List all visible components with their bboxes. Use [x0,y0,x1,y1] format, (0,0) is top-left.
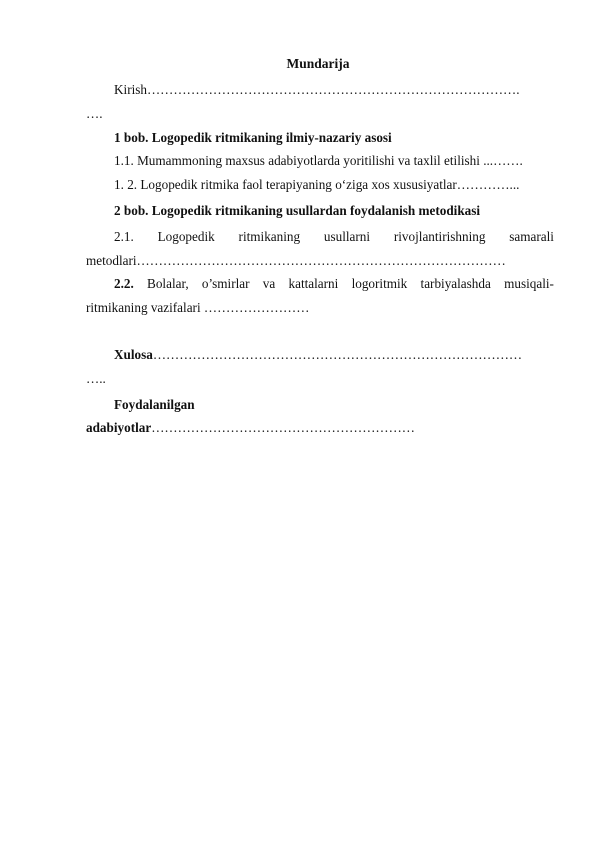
toc-entry-kirish-continued: …. [86,106,103,121]
toc-entry-references: Foydalanilgan [114,397,195,412]
toc-word: samarali [509,229,554,244]
toc-dot-leader: …………………………………………………… [151,420,415,435]
toc-entry-label: Xulosa [114,347,153,362]
toc-entry-label: adabiyotlar [86,420,152,435]
toc-word: o’smirlar [201,276,250,291]
toc-dot-leader: ………………………………………………………………………… [152,347,523,362]
toc-chapter-1: 1 bob. Logopedik ritmikaning ilmiy-nazariy asosi [114,130,392,145]
toc-word: logoritmik [351,276,408,291]
toc-word: Logopedik [157,229,215,244]
toc-entry-xulosa-continued: ….. [86,371,106,386]
toc-entry-kirish [86,78,582,101]
toc-title: Mundarija [286,56,350,71]
toc-word: musiqali- [504,276,554,291]
toc-section-2-1-continued: metodlari………………………………………………………………………… [86,253,506,268]
toc-section-2-2 [86,272,554,295]
toc-word: usullarni [323,229,371,244]
toc-section-2-1 [86,225,554,248]
toc-section-1-2: 1. 2. Logopedik ritmika faol terapiyaning o‘ziga xos xususiyatlar…………... [114,177,520,192]
toc-entry-references-continued [86,416,554,439]
toc-entry-xulosa [86,343,582,366]
toc-dot-leader: …………………………………………………………………………. [146,82,520,97]
toc-word: kattalarni [288,276,339,291]
toc-word: 2.1. [114,229,134,244]
toc-section-1-1: 1.1. Mumammoning maxsus adabiyotlarda yoritilishi va taxlil etilishi ...……. [114,153,523,168]
toc-section-2-2-continued: ritmikaning vazifalari …………………… [86,300,310,315]
toc-word: Bolalar, [147,276,189,291]
toc-chapter-2: 2 bob. Logopedik ritmikaning usullardan foydalanish metodikasi [114,203,481,218]
toc-section-number: 2.2. [114,276,134,291]
toc-entry-label: Kirish [114,82,147,97]
toc-word: ritmikaning [238,229,301,244]
toc-word: va [262,276,276,291]
toc-word: rivojlantirishning [393,229,486,244]
toc-word: tarbiyalashda [420,276,491,291]
